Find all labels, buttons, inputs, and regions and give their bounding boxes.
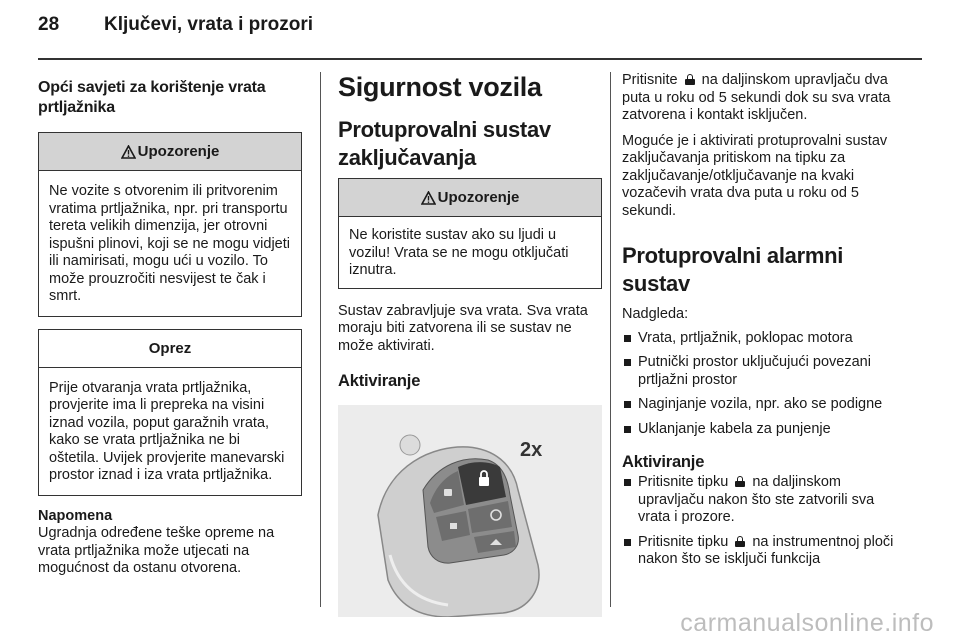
monitors-label: Nadgleda: (622, 306, 689, 322)
column-divider (610, 72, 611, 607)
list-item: Naginjanje vozila, npr. ako se podigne (622, 396, 906, 414)
warning-text: Ne vozite s otvorenim ili pritvorenim vratima prtljažnika, npr. pri transportu tereta velikih dimenzija, jer otrovni ispušni plinovi, koji se ne mogu vidjeti ili namirisati, mogu ući u vozilo. To može prouzročiti nesvijest te čak i smrt. (49, 183, 290, 304)
chapter-title: Ključevi, vrata i prozori (104, 14, 314, 35)
activation-list (622, 474, 906, 569)
list-item (622, 474, 906, 527)
system-description: Sustav zabravljuje sva vrata. Sva vrata moraju biti zatvorena ili se sustav ne može aktivirati. (338, 302, 588, 354)
lock-icon (735, 536, 745, 547)
text-fragment: Pritisnite tipku (638, 533, 729, 550)
subtitle: Protuprovalni sustav zaključavanja (338, 117, 551, 170)
warning-heading-label-2: Upozorenje (437, 189, 520, 206)
warning-text-2: Ne koristite sustav ako su ljudi u vozilu! Vrata se ne mogu otključati iznutra. (349, 227, 569, 278)
warning-box-2 (338, 178, 602, 289)
header-divider (38, 58, 922, 60)
text-fragment: Pritisnite (622, 72, 678, 88)
main-title: Sigurnost vozila (338, 72, 542, 102)
page-header (38, 14, 313, 44)
lock-icon (735, 476, 745, 487)
caution-box (38, 329, 302, 496)
text-fragment: na daljinskom upravljaču dva puta u roku od 5 sekundi dok su sva vrata zatvorena i kontakt isključen. (622, 72, 891, 123)
activation-heading: Aktiviranje (338, 372, 421, 390)
column-3 (622, 72, 906, 576)
key-fob-figure (338, 405, 602, 617)
list-item: Uklanjanje kabela za punjenje (622, 421, 906, 439)
note-text: Ugradnja određene teške opreme na vrata prtljažnika može utjecati na mogućnost da ostanu otvorena. (38, 525, 275, 576)
note (38, 508, 302, 578)
figure-label: 2x (520, 439, 543, 461)
page-number: 28 (38, 14, 60, 35)
section-title: Opći savjeti za korištenje vrata prtljažnika (38, 79, 266, 116)
watermark: carmanualsonline.info (680, 609, 934, 637)
lock-icon (685, 74, 695, 85)
list-item: Vrata, prtljažnik, poklopac motora (622, 330, 906, 348)
text-fragment: na instrumentnoj ploči nakon što se isključi funkcija (638, 533, 894, 567)
alarm-title: Protuprovalni alarmni sustav (622, 243, 844, 296)
text-fragment: na daljinskom upravljaču nakon što ste zatvorili sva vrata i prozore. (638, 474, 875, 525)
caution-heading: Oprez (39, 330, 301, 368)
note-title: Napomena (38, 507, 113, 524)
column-1 (38, 72, 302, 578)
list-item (622, 534, 906, 569)
caution-text: Prije otvaranja vrata prtljažnika, provjerite ima li prepreka na visini iznad vozila, poput garažnih vrata, kako se vrata prtljažnika ne bi oštetila. Uvijek provjerite manevarski prostor iznad i iza vrata prtljažnika. (49, 379, 285, 483)
alternative-activation: Moguće je i aktivirati protuprovalni sustav zaključavanja pritiskom na tipku za zaključavanje/otključavanje na kvaki vozačevih vrata dva puta u roku od 5 sekundi. (622, 132, 888, 219)
column-2 (338, 72, 602, 617)
warning-heading (39, 133, 301, 171)
warning-heading-label: Upozorenje (137, 143, 220, 160)
monitors-list (622, 330, 906, 439)
warning-box (38, 132, 302, 317)
warning-triangle-icon (421, 191, 436, 205)
warning-heading-2 (339, 179, 601, 217)
warning-triangle-icon (121, 145, 136, 159)
column-divider (320, 72, 321, 607)
activation-instruction (622, 72, 906, 125)
text-fragment: Pritisnite tipku (638, 474, 729, 490)
activation-heading-2: Aktiviranje (622, 453, 705, 471)
key-fob-icon (338, 405, 602, 617)
list-item: Putnički prostor uključujući povezani prtljažni prostor (622, 354, 906, 389)
